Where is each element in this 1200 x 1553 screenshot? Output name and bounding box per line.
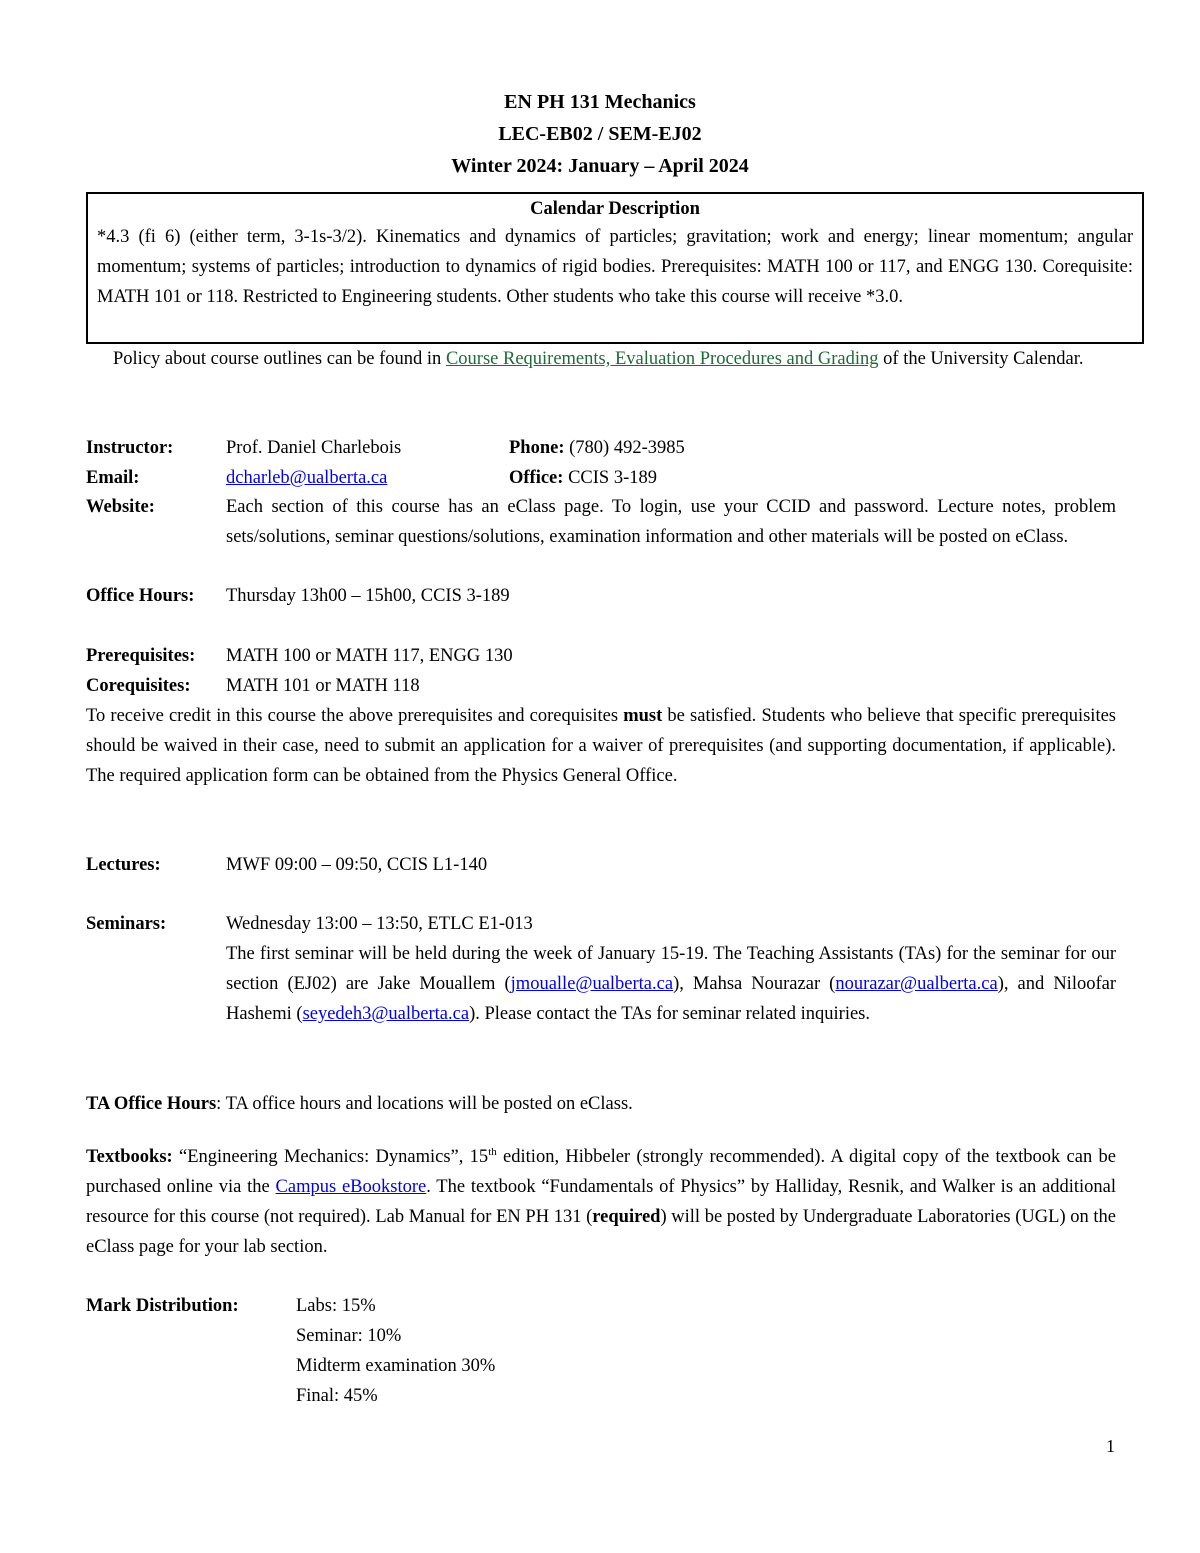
ta-office-hours-label: TA Office Hours xyxy=(86,1094,217,1114)
website-text: Each section of this course has an eClass page. To login, use your CCID and password. Lecture notes, problem sets/solutions, seminar questions/solutions, examination information and other materials will be posted on eClass. xyxy=(226,497,1116,547)
calendar-description-box xyxy=(86,192,1144,344)
instructor-label: Instructor: xyxy=(86,438,174,458)
mark-item-seminar: Seminar: 10% xyxy=(296,1326,402,1346)
lectures-value: MWF 09:00 – 09:50, CCIS L1-140 xyxy=(226,855,488,875)
required-emphasis: required xyxy=(592,1207,661,1227)
seminars-time: Wednesday 13:00 – 13:50, ETLC E1-013 xyxy=(226,914,533,934)
instructor-email-link[interactable]: dcharleb@ualberta.ca xyxy=(226,468,388,488)
policy-link[interactable]: Course Requirements, Evaluation Procedures and Grading xyxy=(445,349,879,369)
ebookstore-link[interactable]: Campus eBookstore xyxy=(275,1177,427,1197)
ta-email-link-1[interactable]: jmoualle@ualberta.ca xyxy=(510,974,674,994)
policy-text-before: Policy about course outlines can be found in xyxy=(113,349,446,369)
phone-value: (780) 492-3985 xyxy=(564,438,685,458)
course-term: Winter 2024: January – April 2024 xyxy=(451,155,749,177)
page-number: 1 xyxy=(1106,1436,1115,1456)
office-hours-value: Thursday 13h00 – 15h00, CCIS 3-189 xyxy=(226,586,510,606)
textbooks-paragraph: Textbooks: “Engineering Mechanics: Dynamics”, 15th edition, Hibbeler (strongly recommended). A digital copy of the textbook can be purchased online via the Campus eBookstore. The textbook “Fundamentals of Physics” by Halliday, Resnik, and Walker is an additional resource for this course (not required). Lab Manual for EN PH 131 (required) will be posted by Undergraduate Laboratories (UGL) on the eClass page for your lab section. xyxy=(86,1145,1117,1257)
mark-item-final: Final: 45% xyxy=(296,1386,378,1406)
ta-office-hours xyxy=(86,1089,633,1119)
corequisites-value: MATH 101 or MATH 118 xyxy=(226,676,420,696)
ta-email-link-2[interactable]: nourazar@ualberta.ca xyxy=(835,974,998,994)
seminars-label: Seminars: xyxy=(86,914,167,934)
lectures-label: Lectures: xyxy=(86,855,161,875)
mark-distribution-label: Mark Distribution: xyxy=(86,1296,239,1316)
must-emphasis: must xyxy=(623,706,663,726)
prerequisites-label: Prerequisites: xyxy=(86,646,196,666)
course-sections: LEC-EB02 / SEM-EJ02 xyxy=(498,123,702,145)
website-label: Website: xyxy=(86,497,155,517)
textbooks-label: Textbooks: xyxy=(86,1147,173,1167)
ta-email-link-3[interactable]: seyedeh3@ualberta.ca xyxy=(302,1004,470,1024)
phone-row xyxy=(509,433,685,463)
office-label: Office: xyxy=(509,468,564,488)
calendar-text: *4.3 (fi 6) (either term, 3-1s-3/2). Kinematics and dynamics of particles; gravitation; work and energy; linear momentum; angular momentum; systems of particles; introduction to dynamics of rigid bodies. Prerequisites: MATH 100 or 117, and ENGG 130. Corequisite: MATH 101 or 118. Restricted to Engineering students. Other students who take this course will receive *3.0. xyxy=(97,227,1133,307)
office-hours-label: Office Hours: xyxy=(86,586,195,606)
seminars-description: The first seminar will be held during the week of January 15-19. The Teaching Assistants (TAs) for the seminar for our section (EJ02) are Jake Mouallem (jmoualle@ualberta.ca), Mahsa Nourazar (nourazar@ualberta.ca), and Niloofar Hashemi (seyedeh3@ualberta.ca). Please contact the TAs for seminar related inquiries. xyxy=(226,944,1116,1024)
calendar-heading: Calendar Description xyxy=(530,199,700,219)
mark-item-midterm: Midterm examination 30% xyxy=(296,1356,496,1376)
office-row xyxy=(509,463,657,493)
phone-label: Phone: xyxy=(509,438,565,458)
course-title: EN PH 131 Mechanics xyxy=(504,91,696,113)
title-block xyxy=(0,86,1200,182)
instructor-name: Prof. Daniel Charlebois xyxy=(226,438,402,458)
ta-office-hours-value: : TA office hours and locations will be posted on eClass. xyxy=(216,1094,633,1114)
email-label: Email: xyxy=(86,468,140,488)
policy-paragraph xyxy=(113,344,1116,374)
mark-item-labs: Labs: 15% xyxy=(296,1296,376,1316)
prerequisites-value: MATH 100 or MATH 117, ENGG 130 xyxy=(226,646,513,666)
office-value: CCIS 3-189 xyxy=(563,468,657,488)
corequisites-label: Corequisites: xyxy=(86,676,191,696)
requisites-note: To receive credit in this course the above prerequisites and corequisites must be satisfied. Students who believe that specific prerequisites should be waived in their case, need to submit an application for a waiver of prerequisites (and supporting documentation, if applicable). The required application form can be obtained from the Physics General Office. xyxy=(86,706,1116,786)
policy-text-after: of the University Calendar. xyxy=(878,349,1084,369)
